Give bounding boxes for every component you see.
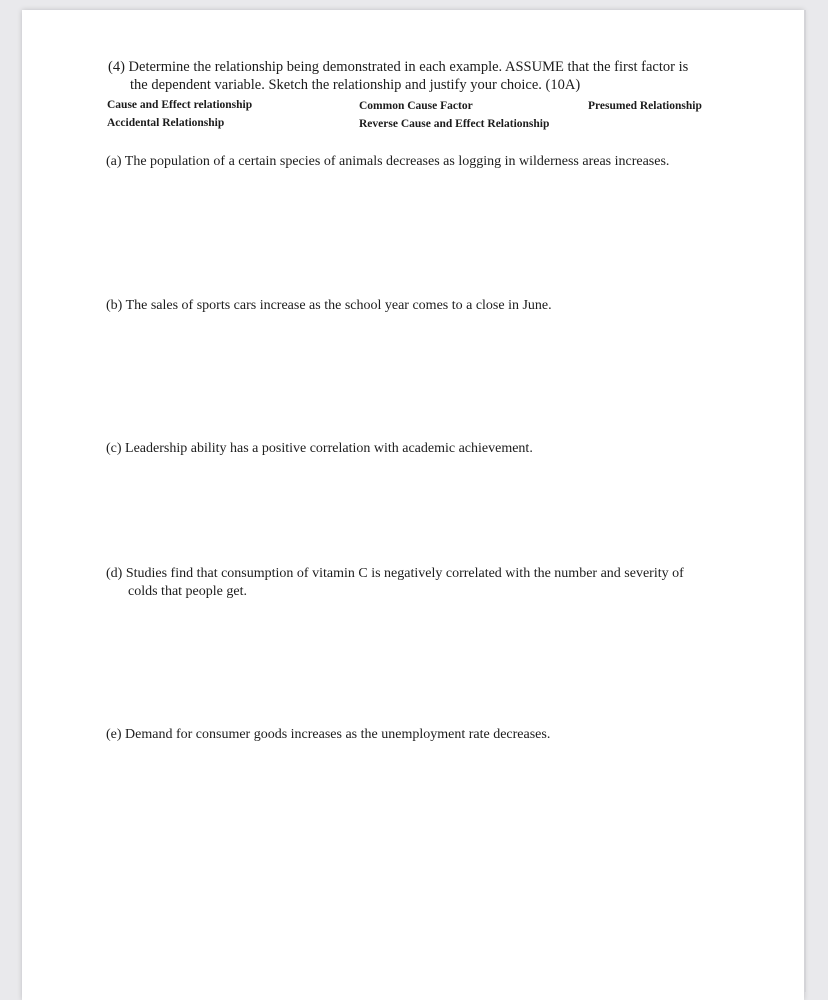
option-accidental: Accidental Relationship xyxy=(107,117,225,129)
option-reverse: Reverse Cause and Effect Relationship xyxy=(359,118,550,130)
option-presumed: Presumed Relationship xyxy=(588,100,702,112)
item-c: (c) Leadership ability has a positive correlation with academic achievement. xyxy=(106,441,533,456)
page-edge xyxy=(804,10,806,992)
question-header-line1: (4) Determine the relationship being demonstrated in each example. ASSUME that the first factor is xyxy=(108,59,689,75)
option-cause-effect: Cause and Effect relationship xyxy=(107,99,253,111)
question-header-line2: the dependent variable. Sketch the relationship and justify your choice. (10A) xyxy=(130,77,581,93)
question-header xyxy=(108,58,688,94)
item-d-line2: colds that people get. xyxy=(128,584,247,599)
item-b: (b) The sales of sports cars increase as the school year comes to a close in June. xyxy=(106,298,552,313)
option-common-cause: Common Cause Factor xyxy=(359,100,473,112)
item-a: (a) The population of a certain species of animals decreases as logging in wilderness areas increases. xyxy=(106,154,670,169)
item-d xyxy=(106,565,684,601)
item-e: (e) Demand for consumer goods increases as the unemployment rate decreases. xyxy=(106,727,551,742)
item-d-line1: (d) Studies find that consumption of vitamin C is negatively correlated with the number and severity of xyxy=(106,566,684,581)
